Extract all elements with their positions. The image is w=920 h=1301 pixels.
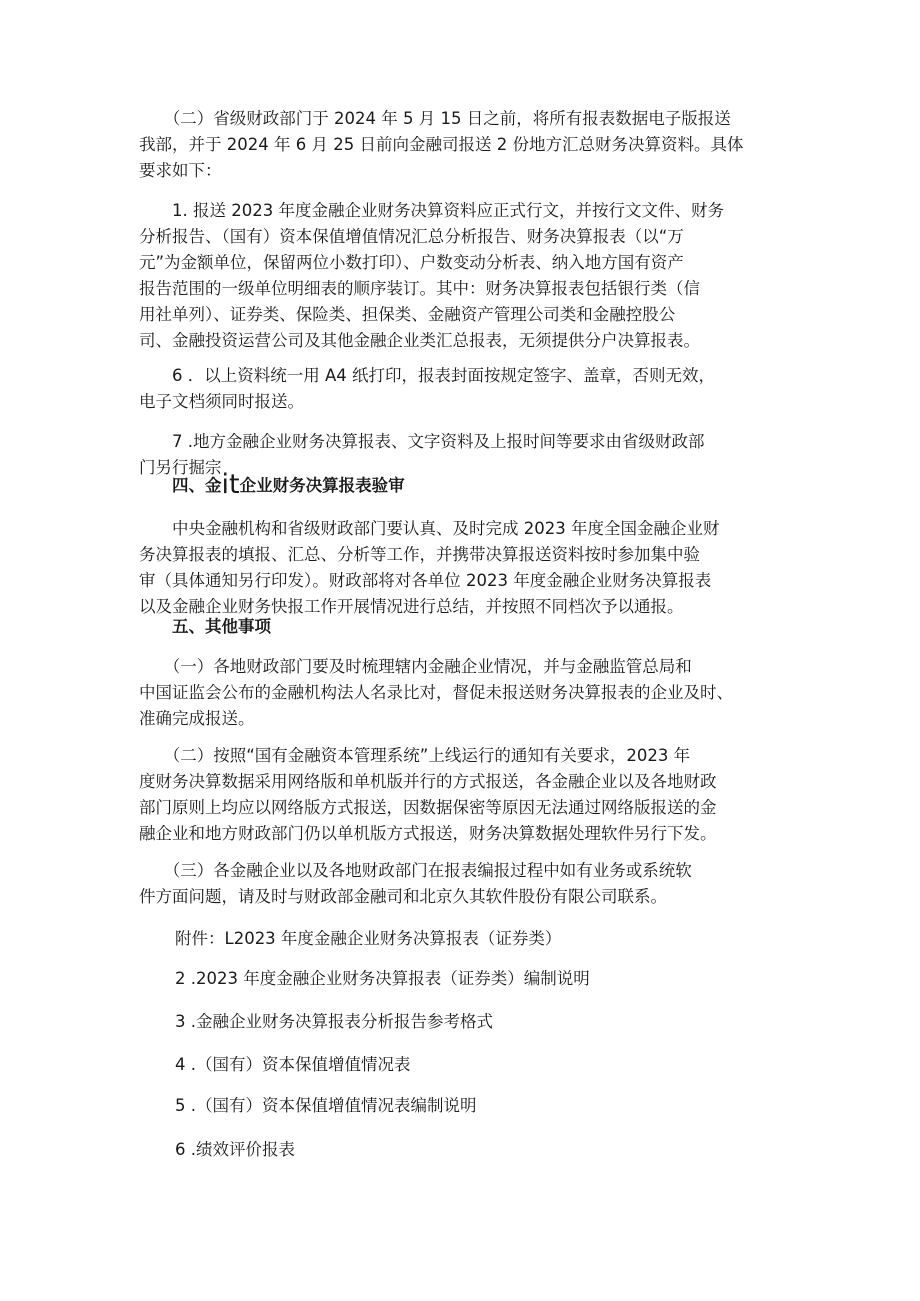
paragraph-item-1: 1. 报送 2023 年度金融企业财务决算资料应正式行文，并按行文文件、财务 分析报告、（国有）资本保值增值情况汇总分析报告、财务决算报表（以“万 元”为金额单位，保留两位小数打印）、户数变动分析表、纳入地方国有资产 报告范围的一级单位明细表的顺序装订。其中：财务决算报表包括银行类（信 用社单列）、证券类、保险类、担保类、金融资产管理公司类和金融控股公 司、金融投资运营公司及其他金融企业类汇总报表，无须提供分户决算报表。 bbox=[139, 201, 724, 350]
attachment-item: 3 .金融企业财务决算报表分析报告参考格式 bbox=[175, 1012, 493, 1031]
section-heading-4-glyph: it bbox=[221, 469, 240, 500]
section-heading-4-prefix: 四、金 bbox=[139, 476, 222, 495]
paragraph-review: 中央金融机构和省级财政部门要认真、及时完成 2023 年度全国金融企业财 务决算报表的填报、汇总、分析等工作，并携带决算报送资料按时参加集中验 审（具体通知另行印发）。财政部将对各单位 2023 年度金融企业财务决算报表 以及金融企业财务快报工作开展情况进行总结，并按照不同档次予以通报。 bbox=[139, 519, 720, 616]
attachment-item: 6 .绩效评价报表 bbox=[175, 1140, 295, 1159]
paragraph-item-6: 6 ．以上资料统一用 A4 纸打印，报表封面按规定签字、盖章，否则无效， 电子文档须同时报送。 bbox=[139, 366, 716, 411]
section-heading-4-suffix: 企业财务决算报表验审 bbox=[239, 476, 405, 495]
attachment-item: 2 .2023 年度金融企业财务决算报表（证券类）编制说明 bbox=[175, 969, 590, 988]
attachment-item: 5 .（国有）资本保值增值情况表编制说明 bbox=[175, 1096, 477, 1115]
paragraph-other-2: （二）按照“国有金融资本管理系统”上线运行的通知有关要求，2023 年 度财务决算数据采用网络版和单机版并行的方式报送，各金融企业以及各地财政 部门原则上均应以网络版方式报送，因数据保密等原因无法通过网络版报送的金 融企业和地方财政部门仍以单机版方式报送，财务决算数据处理软件另行下发。 bbox=[139, 746, 717, 843]
attachment-item: 附件：L2023 年度金融企业财务决算报表（证券类） bbox=[175, 929, 562, 948]
paragraph-reporting-deadline: （二）省级财政部门于 2024 年 5 月 15 日之前，将所有报表数据电子版报送 我部，并于 2024 年 6 月 25 日前向金融司报送 2 份地方汇总财务决算资料。具体 要求如下： bbox=[139, 109, 744, 180]
section-heading-4 bbox=[139, 469, 789, 500]
attachment-item: 4 .（国有）资本保值增值情况表 bbox=[175, 1055, 411, 1074]
paragraph-other-3: （三）各金融企业以及各地财政部门在报表编报过程中如有业务或系统软 件方面问题，请及时与财政部金融司和北京久其软件股份有限公司联系。 bbox=[139, 861, 692, 906]
section-heading-5: 五、其他事项 bbox=[139, 617, 271, 636]
paragraph-other-1: （一）各地财政部门要及时梳理辖内金融企业情况，并与金融监管总局和 中国证监会公布的金融机构法人名录比对，督促未报送财务决算报表的企业及时、 准确完成报送。 bbox=[139, 657, 733, 728]
paragraph-item-7: 7 .地方金融企业财务决算报表、文字资料及上报时间等要求由省级财政部 门另行掘宗 bbox=[139, 432, 705, 477]
